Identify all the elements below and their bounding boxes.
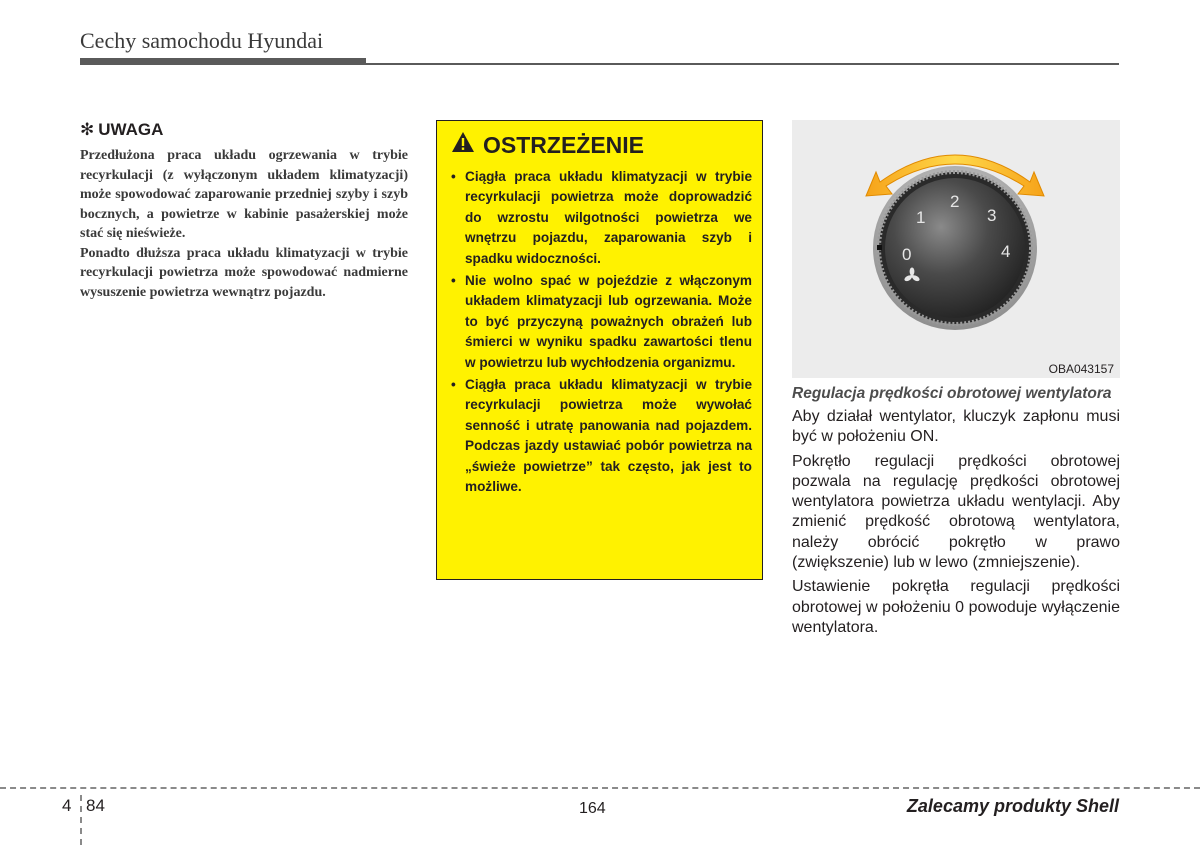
knob-label-3: 3 bbox=[987, 206, 997, 225]
warning-title: OSTRZEŻENIE bbox=[483, 131, 645, 158]
section-caption: Regulacja prędkości obrotowej wentylatora bbox=[792, 385, 1112, 402]
warning-item: • Nie wolno spać w pojeździe z włączonym układem klimatyzacji lub ogrzewania. Może to być przyczyną poważnych obrażeń lub śmierci w wyniku spadku zawartości tlenu w powietrzu lub wychłodzenia organizmu. bbox=[451, 271, 752, 373]
section-paragraph: Aby działał wentylator, kluczyk zapłonu musi być w położeniu ON. bbox=[792, 408, 1120, 446]
knob-label-1: 1 bbox=[916, 208, 926, 227]
note-paragraph: Ponadto dłuższa praca układu klimatyzacji w trybie recyrkulacji powietrza może spowodować nadmierne wysuszenie powietrza wewnątrz pojazdu. bbox=[80, 245, 408, 300]
asterisk-icon: ✻ bbox=[80, 120, 95, 139]
footer-slogan: Zalecamy produkty Shell bbox=[906, 796, 1119, 816]
warning-item: • Ciągła praca układu klimatyzacji w trybie recyrkulacji powietrza może doprowadzić do wzrostu wilgotności powietrza we wnętrzu pojazdu, zaparowania szyb i spadku widoczności. bbox=[451, 167, 752, 269]
chapter-number: 4 bbox=[62, 796, 72, 815]
note-title: UWAGA bbox=[98, 120, 164, 139]
knob-label-4: 4 bbox=[1001, 242, 1011, 261]
note-paragraph: Przedłużona praca układu ogrzewania w trybie recyrkulacji (z wyłączonym układem klimatyzacji) może spowodować zaparowanie przedniej szyby i szyb bocznych, a powietrze w kabinie pasażerskiej może stać się nieświeże. bbox=[80, 148, 408, 241]
note-box bbox=[80, 120, 408, 302]
document-page-number: 164 bbox=[579, 800, 606, 817]
fan-speed-section bbox=[792, 384, 1120, 642]
section-paragraph: Pokrętło regulacji prędkości obrotowej pozwala na regulację prędkości obrotowej wentylatora powietrza układu wentylacji. Aby zmienić prędkość obrotową wentylatora, należy obrócić pokrętło w prawo (zwiększenie) lub w lewo (zmniejszenie). bbox=[792, 452, 1120, 572]
knob-label-0: 0 bbox=[902, 245, 912, 264]
fan-knob-illustration bbox=[792, 120, 1120, 378]
header-rule-thick bbox=[80, 58, 366, 65]
warning-heading bbox=[451, 131, 752, 159]
section-paragraph: Ustawienie pokrętła regulacji prędkości obrotowej w położeniu 0 powoduje wyłączenie wentylatora. bbox=[792, 578, 1120, 636]
footer-vertical-divider bbox=[80, 795, 82, 845]
fan-speed-knob-figure bbox=[792, 120, 1120, 378]
knob-label-2: 2 bbox=[950, 192, 960, 211]
warning-item: • Ciągła praca układu klimatyzacji w trybie recyrkulacji powietrza może wywołać senność i utratę panowania nad pojazdem. Podczas jazdy ustawiać pobór powietrza na „świeże powietrze” tak często, jak jest to możliwe. bbox=[451, 375, 752, 497]
figure-code: OBA043157 bbox=[1048, 362, 1114, 376]
page-number: 84 bbox=[86, 796, 105, 815]
footer-divider bbox=[0, 787, 1200, 789]
page-header-title: Cechy samochodu Hyundai bbox=[80, 28, 324, 53]
note-heading bbox=[80, 120, 408, 140]
warning-list bbox=[451, 167, 752, 498]
header-rule-thin bbox=[366, 63, 1119, 65]
warning-triangle-icon bbox=[451, 131, 475, 159]
warning-box bbox=[436, 120, 763, 580]
